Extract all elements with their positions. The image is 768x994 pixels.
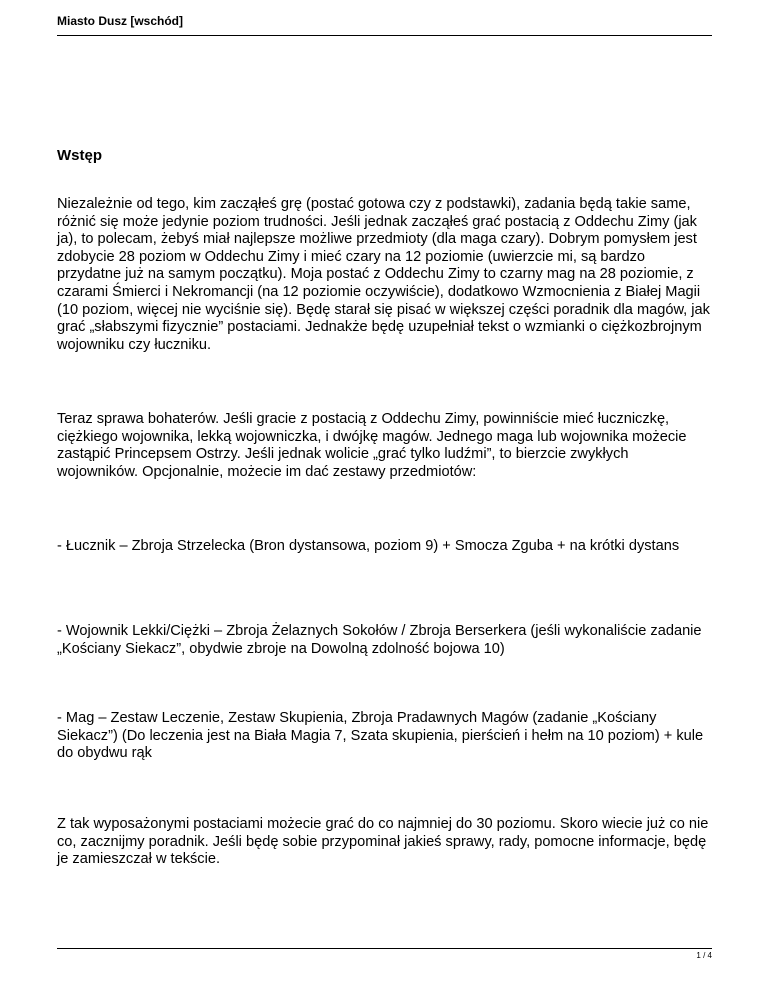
list-item-archer: - Łucznik – Zbroja Strzelecka (Bron dystansowa, poziom 9) + Smocza Zguba + na krótki dystans bbox=[57, 538, 680, 554]
paragraph-heroes: Teraz sprawa bohaterów. Jeśli gracie z postacią z Oddechu Zimy, powinniście mieć łuczniczkę, ciężkiego wojownika, lekką wojowniczka, i dwójkę magów. Jednego maga lub wojownika możecie zastąpić Princepsem Ostrzy. Jeśli jednak wolicie „grać tylko ludźmi”, to bierzcie zwykłych wojowników. Opcjonalnie, możecie im dać zestawy przedmiotów: bbox=[57, 411, 687, 480]
section-heading: Wstęp bbox=[57, 147, 102, 164]
paragraph-intro: Niezależnie od tego, kim zacząłeś grę (postać gotowa czy z podstawki), zadania będą takie same, różnić się może jedynie poziom trudności. Jeśli jednak zacząłeś grać postacią z Oddechu Zimy (jak ja), to polecam, żebyś miał najlepsze możliwe przedmioty (dla maga czary). Dobrym pomysłem jest zdobycie 28 poziom w Oddechu Zimy i mieć czary na 12 poziomie (uwierzcie mi, są bardzo przydatne już na samym początku). Moja postać z Oddechu Zimy to czarny mag na 28 poziomie, z czarami Śmierci i Nekromancji (na 12 poziomie oczywiście), dodatkowo Wzmocnienia z Białej Magii (10 poziom, więcej nie wyciśnie się). Będę starał się pisać w większej części poradnik dla magów, jak grać „słabszymi fizycznie” postaciami. Jednakże będę uzupełniał tekst o wzmianki o ciężkozbrojnym wojowniku czy łuczniku. bbox=[57, 196, 710, 353]
document-title: Miasto Dusz [wschód] bbox=[57, 14, 184, 28]
list-item-warrior: - Wojownik Lekki/Ciężki – Zbroja Żelaznych Sokołów / Zbroja Berserkera (jeśli wykonaliście zadanie „Kościany Siekacz”, obydwie zbroje na Dowolną zdolność bojowa 10) bbox=[57, 623, 702, 657]
page-footer bbox=[57, 948, 712, 960]
page-header bbox=[57, 13, 712, 36]
paragraph-closing: Z tak wyposażonymi postaciami możecie grać do co najmniej do 30 poziomu. Skoro wiecie już co nie co, zacznijmy poradnik. Jeśli będę sobie przypominał jakieś sprawy, rady, pomocne informacje, będę je zamieszczał w tekście. bbox=[57, 816, 709, 868]
list-item-mage: - Mag – Zestaw Leczenie, Zestaw Skupienia, Zbroja Pradawnych Magów (zadanie „Kościany Siekacz”) (Do leczenia jest na Biała Magia 7, Szata skupienia, pierścień i hełm na 10 poziom) + kule do obydwu rąk bbox=[57, 710, 704, 762]
page-number: 1 / 4 bbox=[696, 951, 712, 960]
